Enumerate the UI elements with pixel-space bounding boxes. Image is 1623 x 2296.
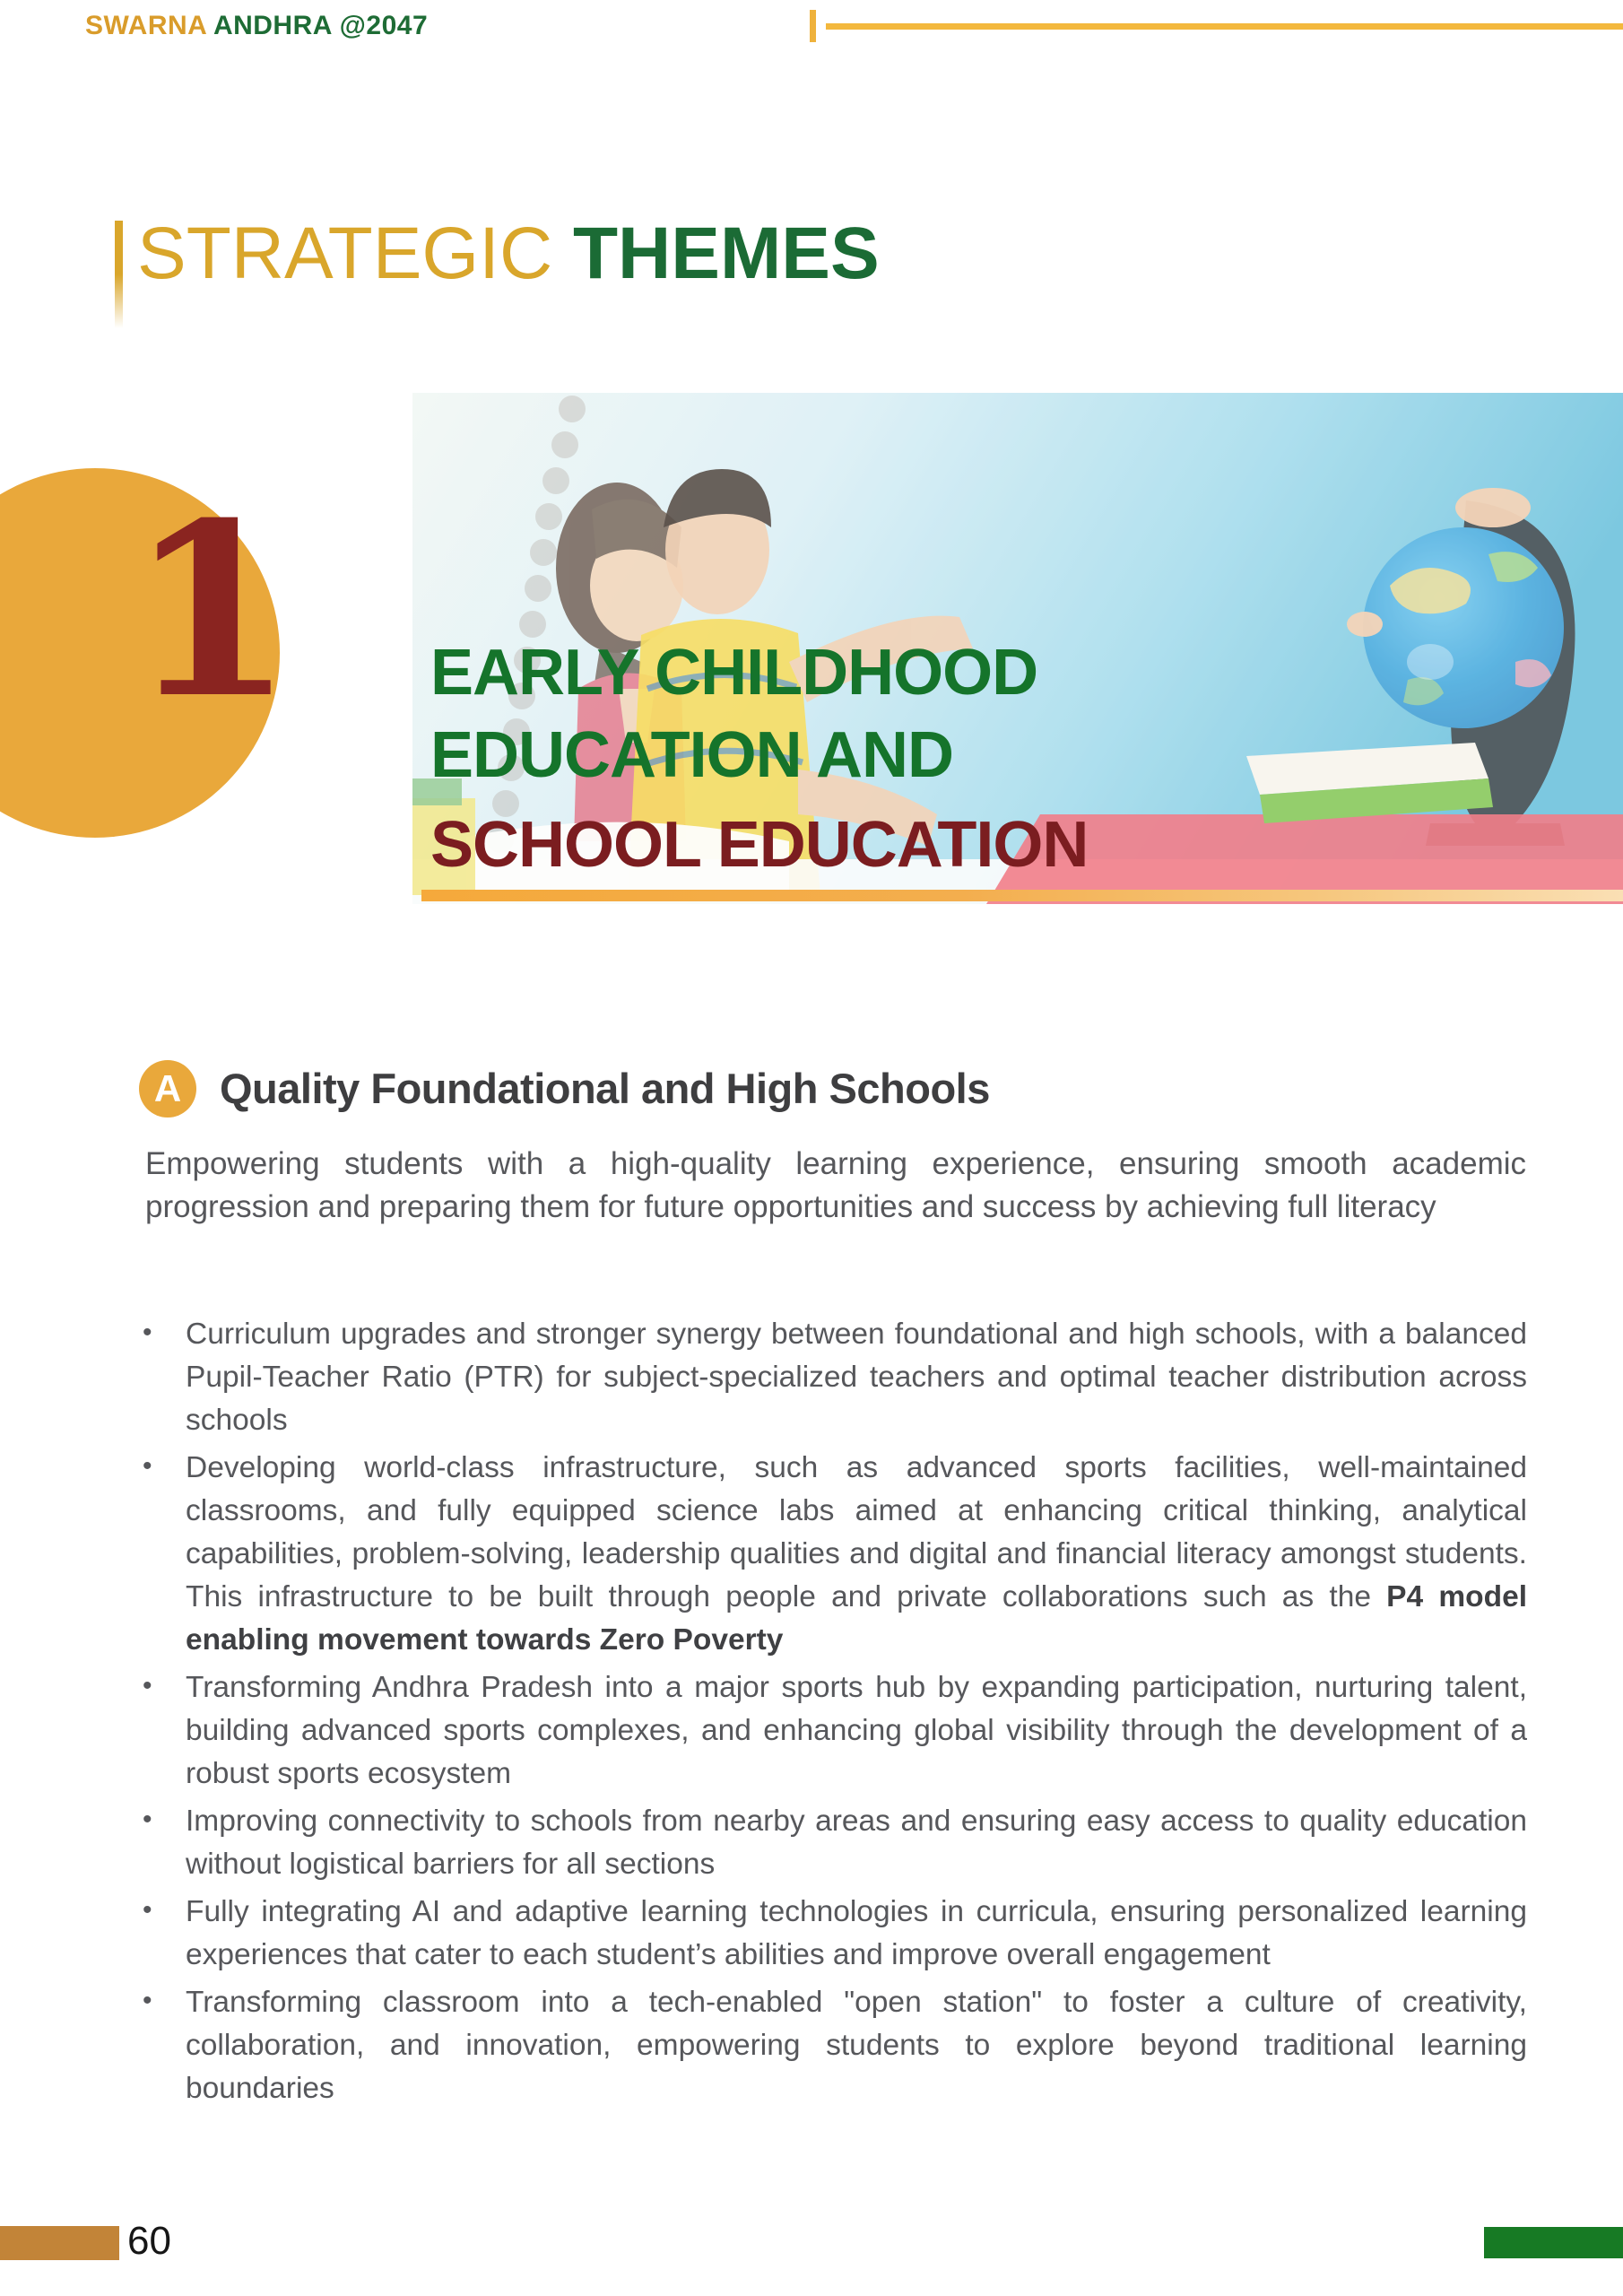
theme-title-line1: EARLY CHILDHOOD xyxy=(430,637,1038,709)
bullet-item: • Developing world-class infrastructure, such as advanced sports facilities, well-maintained classrooms, and fully equipped science labs aimed at enhancing critical thinking, analytical capabilities, problem-solving, leadership qualities and digital and financial literacy amongst students. This infrastructure to be built through people and private collaborations such as the P4 model enabling movement towards Zero Poverty xyxy=(141,1447,1527,1662)
section-badge: A xyxy=(139,1060,196,1118)
title-accent-bar xyxy=(115,221,123,328)
brand-header xyxy=(85,11,428,41)
footer-left-bar xyxy=(0,2226,119,2260)
brand-separator-bar xyxy=(810,10,816,42)
bullet-item: • Transforming classroom into a tech-enabled "open station" to foster a culture of creativity, collaboration, and innovation, empowering students to explore beyond traditional learning boundaries xyxy=(141,1981,1527,2110)
theme-number: 1 xyxy=(128,470,295,751)
page-title xyxy=(115,215,880,328)
section-heading: Quality Foundational and High Schools xyxy=(220,1065,990,1112)
brand-green-text: ANDHRA @2047 xyxy=(206,11,429,40)
bullet-list xyxy=(141,1313,1527,2115)
theme-title xyxy=(430,631,1088,886)
hero-photo xyxy=(412,393,1623,904)
bullet-item: • Curriculum upgrades and stronger synergy between foundational and high schools, with a balanced Pupil-Teacher Ratio (PTR) for subject-specialized teachers and optimal teacher distribution across schools xyxy=(141,1313,1527,1442)
brand-gold-text: SWARNA xyxy=(85,11,207,40)
section-intro: Empowering students with a high-quality learning experience, ensuring smooth academic progression and preparing them for future opportunities and success by achieving full literacy xyxy=(145,1146,1526,1224)
gold-underline-bar xyxy=(421,890,1623,901)
theme-title-line2: EDUCATION AND xyxy=(430,719,953,791)
footer-right-bar xyxy=(1484,2227,1623,2258)
theme-title-line3: SCHOOL EDUCATION xyxy=(430,809,1089,881)
bullet-item: • Improving connectivity to schools from nearby areas and ensuring easy access to quality education without logistical barriers for all sections xyxy=(141,1800,1527,1886)
page-title-word2: THEMES xyxy=(572,213,880,294)
bullet-item: • Transforming Andhra Pradesh into a major sports hub by expanding participation, nurturing talent, building advanced sports complexes, and enhancing global visibility through the development of a robust sports ecosystem xyxy=(141,1666,1527,1796)
bullet-item: • Fully integrating AI and adaptive learning technologies in curricula, ensuring personalized learning experiences that cater to each student’s abilities and improve overall engagement xyxy=(141,1891,1527,1977)
page-title-word1: STRATEGIC xyxy=(137,213,573,294)
page-number: 60 xyxy=(127,2219,171,2263)
brand-rule-line xyxy=(826,23,1623,30)
